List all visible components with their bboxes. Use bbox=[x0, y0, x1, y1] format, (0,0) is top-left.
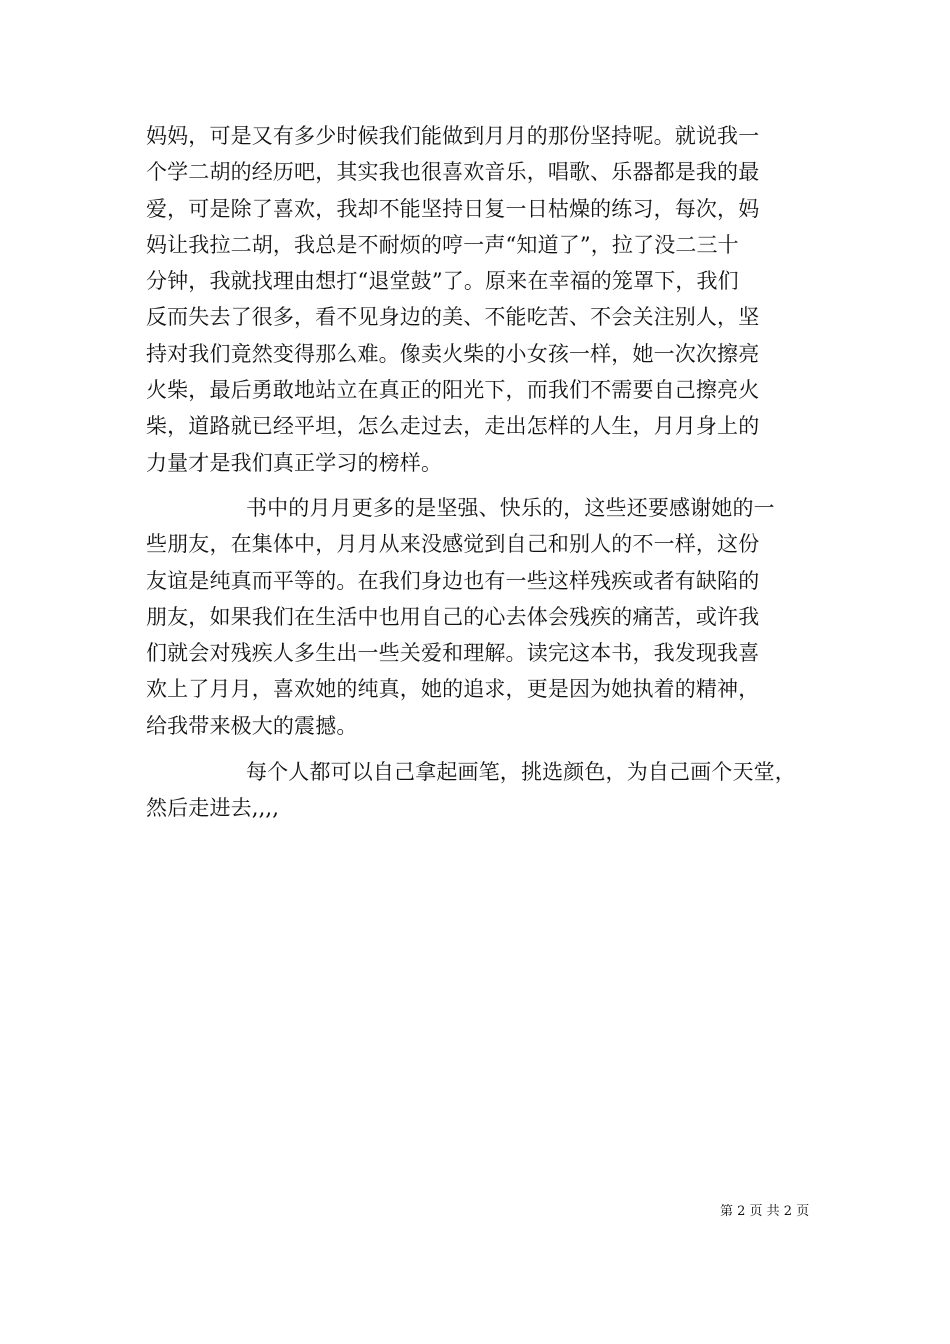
page-number: 第 2 页 共 2 页 bbox=[720, 1204, 810, 1219]
text-line: 书中的月月更多的是坚强、快乐的，这些还要感谢她的一 bbox=[246, 496, 775, 520]
paragraph-3 bbox=[146, 754, 811, 827]
text-line: 每个人都可以自己拿起画笔，挑选颜色，为自己画个天堂， bbox=[246, 760, 796, 784]
text-line: 个学二胡的经历吧，其实我也很喜欢音乐，唱歌、乐器都是我的最 bbox=[146, 160, 760, 185]
text-line: 柴，道路就已经平坦，怎么走过去，走出怎样的人生，月月身上的 bbox=[146, 414, 760, 439]
text-line: 反而失去了很多，看不见身边的美、不能吃苦、不会关注别人，坚 bbox=[146, 305, 760, 330]
text-line: 爱，可是除了喜欢，我却不能坚持日复一日枯燥的练习，每次，妈 bbox=[146, 196, 760, 221]
text-line: 友谊是纯真而平等的。在我们身边也有一些这样残疾或者有缺陷的 bbox=[146, 568, 760, 593]
text-line: 火柴，最后勇敢地站立在真正的阳光下，而我们不需要自己擦亮火 bbox=[146, 378, 760, 403]
text-line: 们就会对残疾人多生出一些关爱和理解。读完这本书，我发现我喜 bbox=[146, 641, 760, 666]
text-line: 给我带来极大的震撼。 bbox=[146, 713, 358, 738]
text-line: 力量才是我们真正学习的榜样。 bbox=[146, 450, 443, 475]
paragraph-2 bbox=[146, 490, 811, 744]
text-line: 持对我们竟然变得那么难。像卖火柴的小女孩一样，她一次次擦亮 bbox=[146, 341, 760, 366]
text-line: 朋友，如果我们在生活中也用自己的心去体会残疾的痛苦，或许我 bbox=[146, 604, 760, 629]
text-line: 妈妈，可是又有多少时候我们能做到月月的那份坚持呢。就说我一 bbox=[146, 124, 760, 148]
text-line: 妈让我拉二胡，我总是不耐烦的哼一声“知道了”，拉了没二三十 bbox=[146, 232, 739, 257]
text-line: 分钟，我就找理由想打“退堂鼓”了。原来在幸福的笼罩下，我们 bbox=[146, 269, 739, 294]
paragraph-1 bbox=[146, 118, 811, 481]
text-line: 些朋友，在集体中，月月从来没感觉到自己和别人的不一样，这份 bbox=[146, 532, 760, 557]
text-line: 欢上了月月，喜欢她的纯真，她的追求，更是因为她执着的精神， bbox=[146, 677, 760, 702]
text-line: 然后走进去,,,, bbox=[146, 796, 280, 821]
